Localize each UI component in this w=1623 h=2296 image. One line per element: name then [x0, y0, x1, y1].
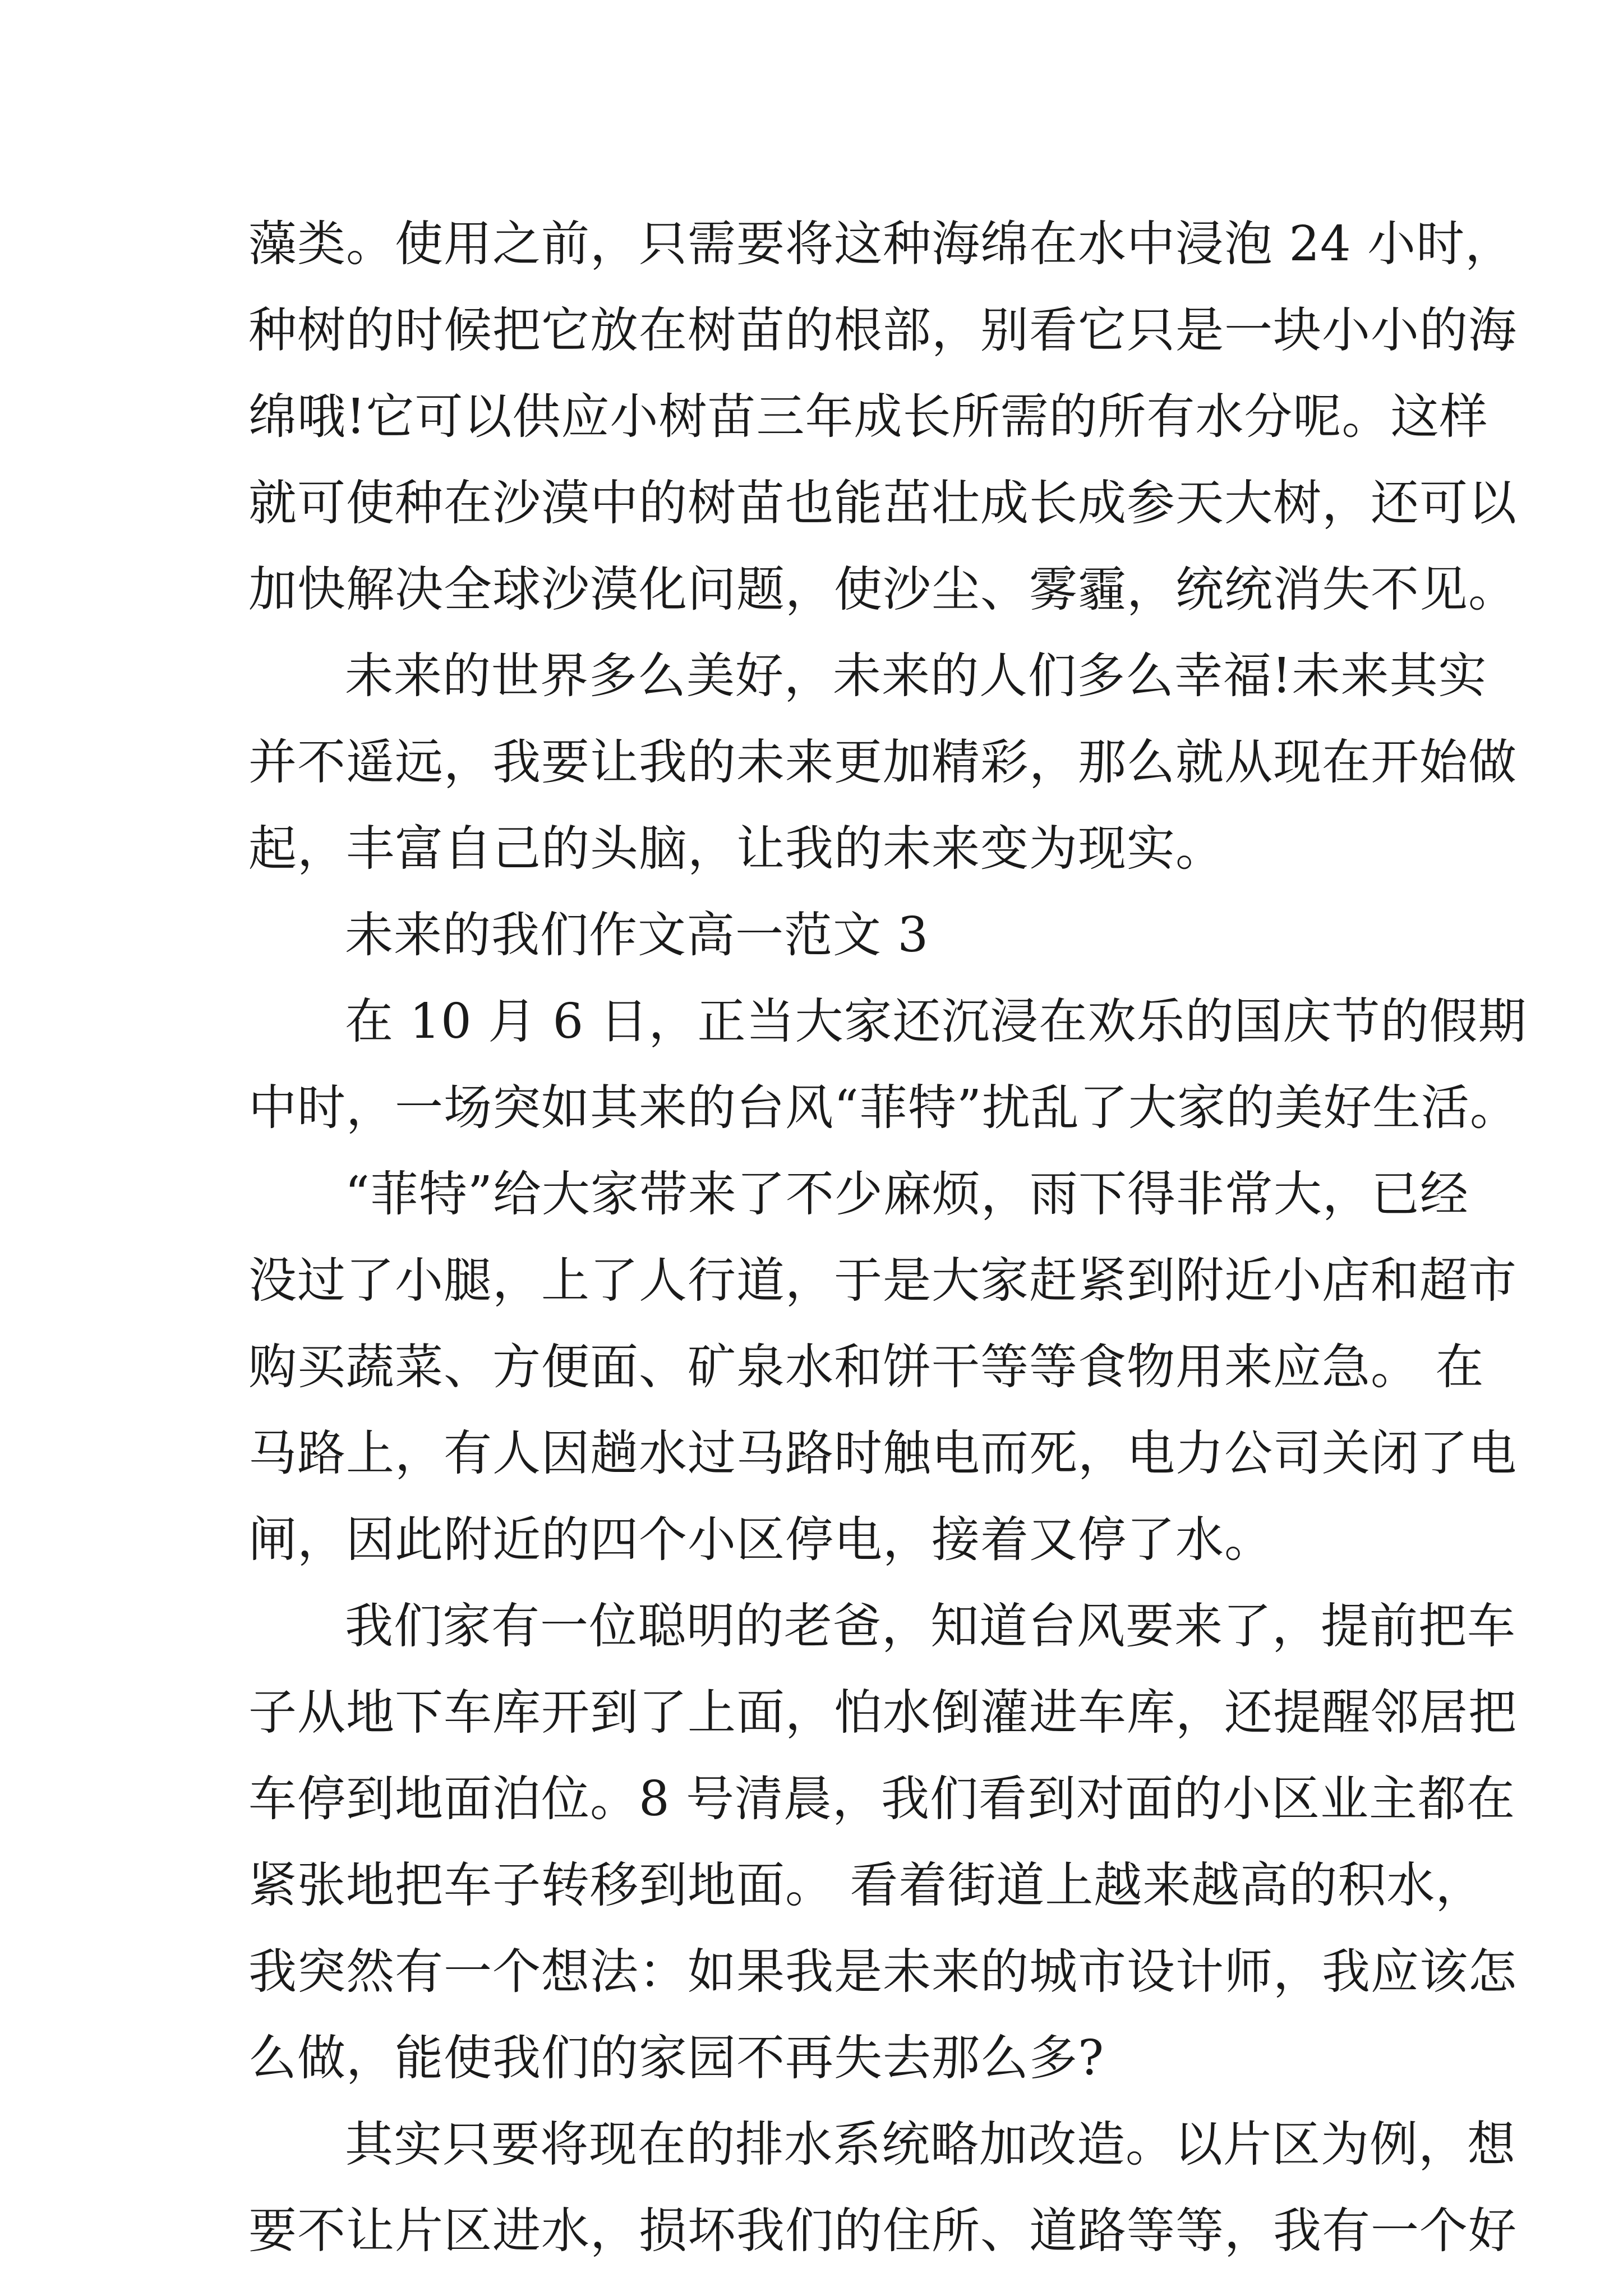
text-line: 购买蔬菜、方便面、矿泉水和饼干等等食物用来应急。 在: [248, 1339, 1484, 1395]
document-body: [248, 201, 1527, 2274]
text-line: 并不遥远，我要让我的未来更加精彩，那么就从现在开始做: [248, 734, 1517, 790]
paragraph-future-world: [248, 633, 1517, 892]
text-line: 藻类。使用之前，只需要将这种海绵在水中浸泡 24 小时，: [248, 216, 1514, 272]
text-line: 我们家有一位聪明的老爸，知道台风要来了，提前把车: [345, 1598, 1516, 1654]
paragraph-sponge: [248, 201, 1517, 633]
text-line: 未来的世界多么美好，未来的人们多么幸福!未来其实: [345, 648, 1487, 704]
text-line: 我突然有一个想法：如果我是未来的城市设计师，我应该怎: [248, 1944, 1517, 2000]
paragraph-typhoon-trouble: [248, 1151, 1517, 1583]
text-line: 车停到地面泊位。8 号清晨，我们看到对面的小区业主都在: [248, 1771, 1516, 1827]
text-line: 加快解决全球沙漠化问题，使沙尘、雾霾，统统消失不见。: [248, 562, 1517, 618]
text-line: 种树的时候把它放在树苗的根部，别看它只是一块小小的海: [248, 302, 1517, 358]
text-line: 中时，一场突如其来的台风“菲特”扰乱了大家的美好生活。: [248, 1080, 1519, 1136]
text-line: 马路上，有人因趟水过马路时触电而死，电力公司关闭了电: [248, 1425, 1517, 1481]
text-line: 闸，因此附近的四个小区停电，接着又停了水。: [248, 1512, 1273, 1568]
section-heading: [248, 892, 1387, 978]
paragraph-father: [248, 1583, 1517, 2101]
text-line: 就可使种在沙漠中的树苗也能茁壮成长成参天大树，还可以: [248, 475, 1517, 531]
text-line: 紧张地把车子转移到地面。 看着街道上越来越高的积水，: [248, 1857, 1484, 1913]
text-line: 没过了小腿，上了人行道，于是大家赶紧到附近小店和超市: [248, 1253, 1517, 1309]
text-line: 子从地下车库开到了上面，怕水倒灌进车库，还提醒邻居把: [248, 1685, 1517, 1741]
paragraph-typhoon-intro: [248, 978, 1527, 1151]
text-line: 绵哦!它可以供应小树苗三年成长所需的所有水分呢。这样: [248, 389, 1488, 445]
text-line: 在 10 月 6 日，正当大家还沉浸在欢乐的国庆节的假期: [345, 993, 1527, 1050]
text-line: 么做，能使我们的家园不再失去那么多?: [248, 2030, 1105, 2086]
text-line: 要不让片区进水，损坏我们的住所、道路等等，我有一个好: [248, 2203, 1517, 2259]
text-line: 其实只要将现在的排水系统略加改造。以片区为例，想: [345, 2116, 1516, 2173]
heading-line: 未来的我们作文高一范文 3: [345, 907, 929, 963]
text-line: 起，丰富自己的头脑，让我的未来变为现实。: [248, 821, 1224, 877]
text-line: “菲特”给大家带来了不少麻烦，雨下得非常大，已经: [345, 1166, 1469, 1222]
paragraph-drainage: [248, 2101, 1517, 2274]
